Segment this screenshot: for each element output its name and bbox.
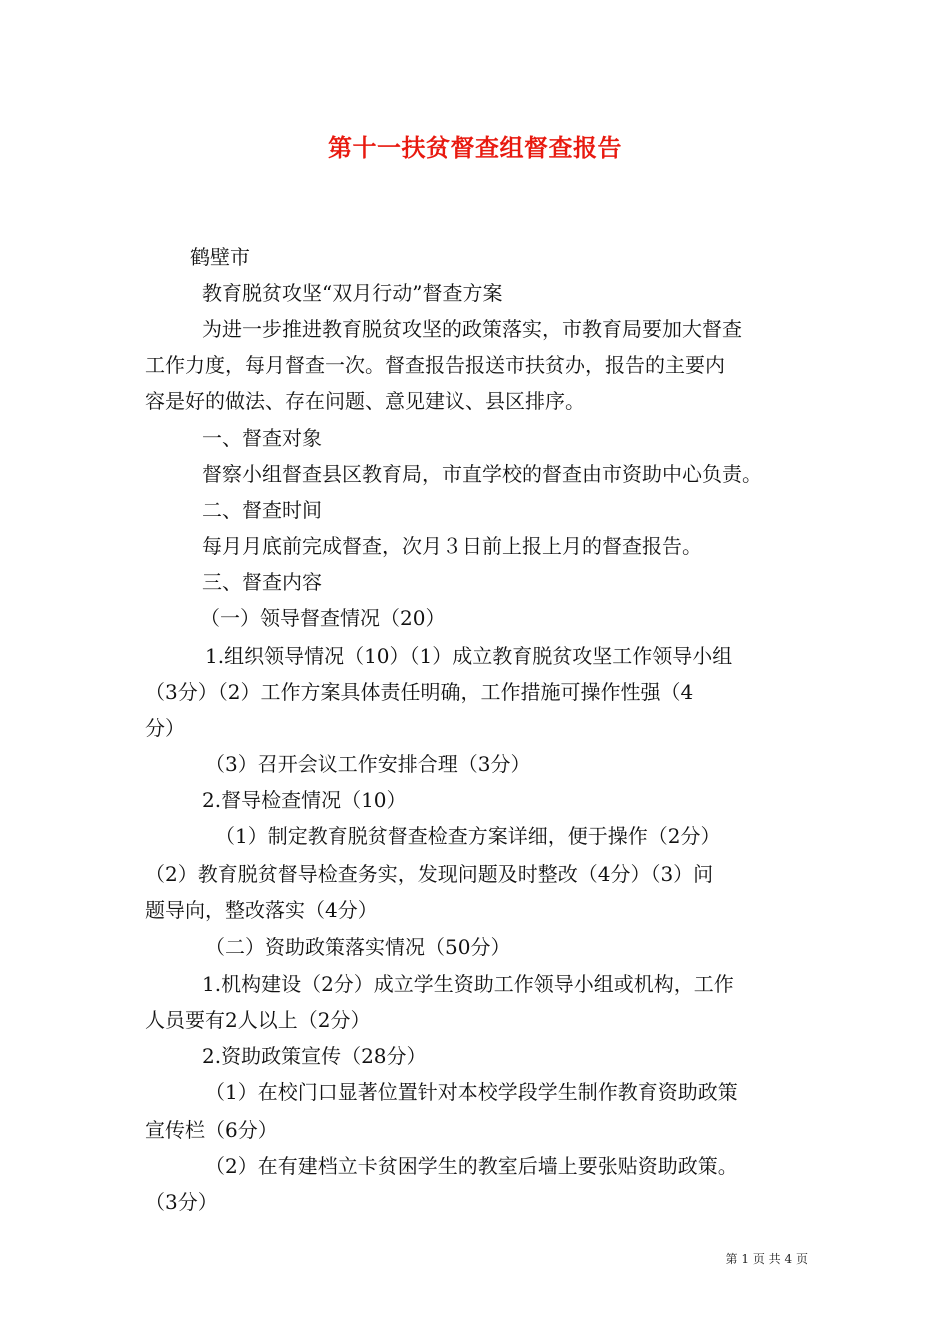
- section-heading: 一、督查对象: [202, 426, 322, 450]
- text-line: （1）制定教育脱贫督查检查方案详细，便于操作（2分）: [215, 824, 721, 848]
- text-line: （1）在校门口显著位置针对本校学段学生制作教育资助政策: [205, 1080, 738, 1104]
- text-line: 1.机构建设（2分）成立学生资助工作领导小组或机构，工作: [202, 972, 734, 996]
- footer-suffix: 页: [795, 1252, 808, 1266]
- page-footer: [726, 1250, 808, 1267]
- text-line: （2）在有建档立卡贫困学生的教室后墙上要张贴资助政策。: [205, 1154, 738, 1178]
- footer-total-pages: 4: [784, 1252, 793, 1266]
- text-line: 教育脱贫攻坚“双月行动”督查方案: [202, 281, 503, 305]
- subsection-heading: （一）领导督查情况（20）: [200, 606, 446, 630]
- text-line: （3分）: [145, 1190, 218, 1214]
- footer-page-number: 1: [741, 1252, 750, 1266]
- text-line: 每月月底前完成督查，次月３日前上报上月的督查报告。: [202, 534, 702, 558]
- document-title: 第十一扶贫督查组督查报告: [328, 133, 622, 162]
- section-heading: 二、督查时间: [202, 498, 322, 522]
- subsection-heading: （二）资助政策落实情况（50分）: [205, 935, 511, 959]
- text-line: 人员要有2人以上（2分）: [145, 1008, 371, 1032]
- text-line: （2）教育脱贫督导检查务实，发现问题及时整改（4分）（3）问: [145, 862, 714, 886]
- text-line: 1.组织领导情况（10）（1）成立教育脱贫攻坚工作领导小组: [205, 644, 733, 668]
- text-line: 为进一步推进教育脱贫攻坚的政策落实，市教育局要加大督查: [202, 317, 742, 341]
- text-line: 容是好的做法、存在问题、意见建议、县区排序。: [145, 389, 585, 413]
- section-heading: 三、督查内容: [202, 570, 322, 594]
- text-line: 分）: [145, 716, 185, 740]
- text-line: 督察小组督查县区教育局，市直学校的督查由市资助中心负责。: [202, 462, 762, 486]
- text-line: 2.资助政策宣传（28分）: [202, 1044, 427, 1068]
- text-line: 题导向，整改落实（4分）: [145, 898, 378, 922]
- text-line: 工作力度，每月督查一次。督查报告报送市扶贫办，报告的主要内: [145, 353, 725, 377]
- text-line: 宣传栏（6分）: [145, 1118, 278, 1142]
- text-line: （3）召开会议工作安排合理（3分）: [205, 752, 531, 776]
- text-line: 2.督导检查情况（10）: [202, 788, 407, 812]
- text-line: （3分）（2）工作方案具体责任明确，工作措施可操作性强（4: [145, 680, 694, 704]
- footer-middle: 页 共: [752, 1252, 781, 1266]
- text-line: 鹤壁市: [190, 245, 250, 269]
- footer-prefix: 第: [725, 1252, 738, 1266]
